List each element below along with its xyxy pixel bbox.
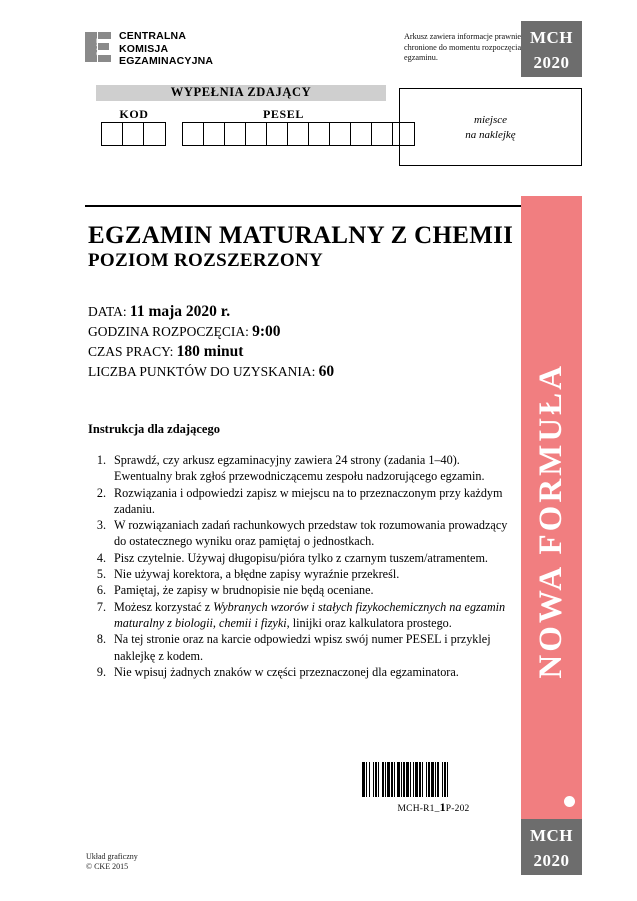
input-cell[interactable] (204, 123, 225, 145)
institution-line-2: KOMISJA (119, 42, 169, 55)
input-cell[interactable] (330, 123, 351, 145)
instruction-number: 8. (96, 632, 106, 647)
pesel-label: PESEL (262, 107, 304, 121)
instruction-text: Rozwiązania i odpowiedzi zapisz w miejscu na to przeznaczonym przy każdym zadaniu. (114, 485, 503, 516)
input-cell[interactable] (288, 123, 309, 145)
subject-code-badge-top (521, 21, 582, 77)
instruction-item (88, 631, 508, 664)
instruction-item (88, 566, 508, 582)
header-divider (85, 205, 522, 207)
barcode-label-pre: MCH-R1_ (397, 804, 440, 814)
nowa-formula-label: NOWA FORMUŁA (533, 362, 569, 679)
meta-row-duration (88, 342, 418, 362)
kod-label: KOD (119, 107, 149, 121)
cke-logo (85, 30, 213, 68)
sticker-line-1: miejsce (474, 114, 507, 126)
barcode-bar (448, 762, 451, 797)
instruction-item (88, 582, 508, 598)
pesel-input-boxes[interactable] (182, 122, 415, 146)
exam-level-subtitle: POZIOM ROZSZERZONY (88, 250, 324, 271)
cke-institution-name (119, 30, 213, 68)
input-cell[interactable] (144, 123, 165, 145)
instruction-item (88, 452, 508, 485)
sticker-placeholder-box (399, 88, 582, 166)
sticker-line-2: na naklejkę (465, 129, 516, 141)
instruction-text: Sprawdź, czy arkusz egzaminacyjny zawiera 24 strony (zadania 1–40). Ewentualny brak zgłoś przewodniczącemu zespołu nadzorującego egzamin. (114, 453, 485, 484)
instruction-text: Pamiętaj, że zapisy w brudnopisie nie będą oceniane. (114, 583, 374, 598)
footer-credits (86, 852, 138, 872)
sidebar-dot-icon (564, 796, 575, 807)
footer-line-1: Układ graficzny (86, 852, 138, 861)
subject-code-top: MCH (529, 28, 574, 47)
instruction-number: 7. (96, 599, 106, 614)
nowa-formula-sidebar (521, 196, 582, 819)
barcode-image (362, 762, 505, 797)
subject-code-badge-bottom (521, 819, 582, 875)
barcode-label-big: 1 (439, 800, 446, 814)
instruction-item (88, 664, 508, 680)
meta-value-date: 11 maja 2020 r. (129, 303, 231, 320)
candidate-band-label: WYPEŁNIA ZDAJĄCY (170, 85, 312, 99)
barcode-label (362, 800, 505, 815)
instruction-number: 3. (96, 518, 106, 533)
instruction-text: Pisz czytelnie. Używaj długopisu/pióra tylko z czarnym tuszem/atramentem. (114, 550, 488, 565)
nowa-formula-text-wrap (521, 196, 582, 819)
meta-row-points (88, 362, 418, 382)
legal-notice: Arkusz zawiera informacje prawnie chronione do momentu rozpoczęcia egzaminu. (404, 32, 522, 62)
meta-row-date (88, 302, 418, 322)
instruction-item (88, 485, 508, 518)
instructions-list (88, 452, 508, 680)
barcode-label-post: P-202 (445, 804, 470, 814)
input-cell[interactable] (225, 123, 246, 145)
instruction-text: W rozwiązaniach zadań rachunkowych przedstaw tok rozumowania prowadzący do ostatecznego wyniku oraz pamiętaj o jednostkach. (114, 518, 508, 549)
instruction-emphasis: Wybranych wzorów i stałych fizykochemicznych na egzamin maturalny z biologii, chemii i fizyki (114, 599, 506, 630)
meta-key-points: LICZBA PUNKTÓW DO UZYSKANIA: (88, 364, 316, 379)
cke-logo-bar-top (98, 32, 111, 39)
instruction-number: 6. (96, 583, 106, 598)
sticker-placeholder-text (400, 113, 581, 143)
instruction-number: 4. (96, 550, 106, 565)
subject-year-bottom: 2020 (533, 851, 570, 870)
cke-logo-icon (85, 32, 111, 62)
footer-line-2: © CKE 2015 (86, 862, 129, 871)
instruction-text: Nie używaj korektora, a błędne zapisy wyraźnie przekreśl. (114, 567, 400, 582)
page-title: EGZAMIN MATURALNY Z CHEMII (88, 222, 514, 249)
meta-value-start-time: 9:00 (252, 323, 281, 340)
subject-year-top: 2020 (533, 53, 570, 72)
meta-key-duration: CZAS PRACY: (88, 344, 174, 359)
input-cell[interactable] (183, 123, 204, 145)
meta-value-points: 60 (318, 363, 335, 380)
meta-key-start-time: GODZINA ROZPOCZĘCIA: (88, 324, 249, 339)
input-cell[interactable] (267, 123, 288, 145)
institution-line-1: CENTRALNA (119, 30, 187, 42)
instruction-item (88, 550, 508, 566)
cke-logo-bar-bottom (98, 55, 111, 62)
instruction-number: 9. (96, 664, 106, 679)
meta-row-start-time (88, 322, 418, 342)
instruction-number: 1. (96, 453, 106, 467)
instruction-text: Możesz korzystać z Wybranych wzorów i stałych fizykochemicznych na egzamin maturalny z biologii, chemii i fizyki, linijki oraz kalkulatora prostego. (114, 599, 506, 630)
input-cell[interactable] (309, 123, 330, 145)
institution-line-3: EGZAMINACYJNA (119, 55, 214, 67)
cke-logo-mark-text (85, 32, 97, 62)
input-cell[interactable] (123, 123, 144, 145)
instruction-text: Na tej stronie oraz na karcie odpowiedzi wpisz swój numer PESEL i przyklej naklejkę z kodem. (114, 632, 491, 663)
instruction-text: Nie wpisuj żadnych znaków w części przeznaczonej dla egzaminatora. (114, 664, 459, 679)
input-cell[interactable] (102, 123, 123, 145)
subject-code-bottom: MCH (529, 826, 574, 845)
kod-input-boxes[interactable] (101, 122, 166, 146)
meta-key-date: DATA: (88, 304, 127, 319)
meta-value-duration: 180 minut (176, 343, 244, 360)
input-cell[interactable] (372, 123, 393, 145)
input-cell[interactable] (351, 123, 372, 145)
instruction-item (88, 599, 508, 632)
input-cell[interactable] (246, 123, 267, 145)
exam-meta-list (88, 302, 418, 382)
cke-logo-bar-middle (98, 43, 109, 50)
instruction-item (88, 517, 508, 550)
instructions-heading: Instrukcja dla zdającego (88, 422, 220, 436)
instruction-number: 2. (96, 485, 106, 500)
instruction-number: 5. (96, 567, 106, 582)
